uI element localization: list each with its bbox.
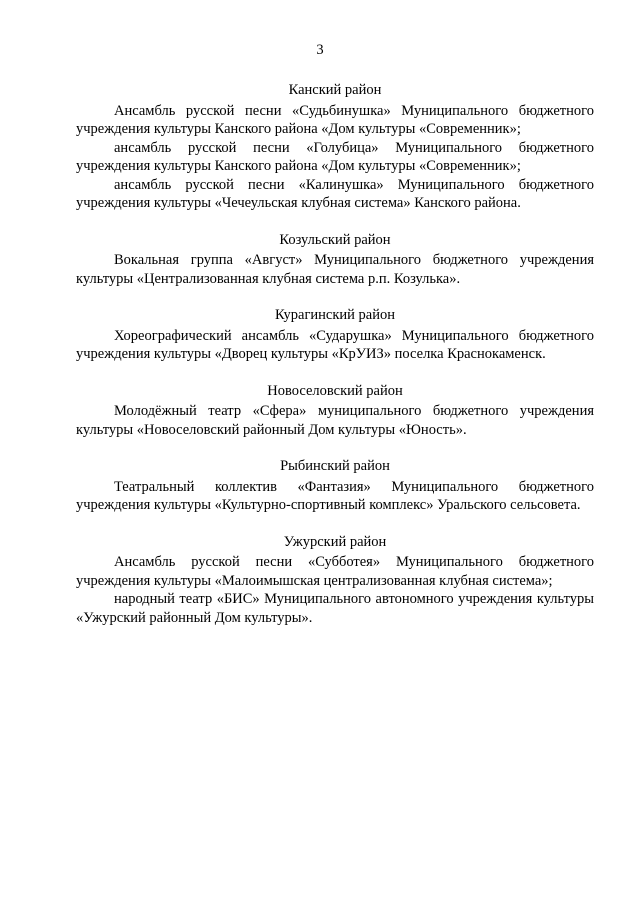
district-section-kuraginsky — [76, 306, 594, 364]
district-title: Новоселовский район — [267, 382, 403, 399]
district-title: Ужурский район — [283, 533, 387, 550]
district-title: Канский район — [288, 82, 382, 98]
ensemble-entry: Хореографический ансамбль «Сударушка» Муниципального бюджетного учреждения культуры «Дворец культуры «КрУИЗ» поселка Краснокаменск. — [76, 327, 594, 362]
ensemble-entry: Вокальная группа «Август» Муниципального бюджетного учреждения культуры «Централизованная клубная система р.п. Козулька». — [76, 252, 594, 287]
district-title: Курагинский район — [274, 307, 396, 323]
district-title: Рыбинский район — [280, 458, 390, 474]
district-section-uzhursky — [76, 533, 594, 628]
ensemble-entry: Ансамбль русской песни «Субботея» Муниципального бюджетного учреждения культуры «Малоимышская централизованная клубная система»; — [76, 554, 594, 589]
district-title: Козульский район — [279, 231, 391, 248]
document-content — [76, 81, 594, 627]
ensemble-entry: народный театр «БИС» Муниципального автономного учреждения культуры «Ужурский районный Дом культуры». — [76, 591, 594, 626]
ensemble-entry: Ансамбль русской песни «Судьбинушка» Муниципального бюджетного учреждения культуры Канского района «Дом культуры «Современник»; — [76, 102, 594, 137]
ensemble-entry: Молодёжный театр «Сфера» муниципального бюджетного учреждения культуры «Новоселовский районный Дом культуры «Юность». — [76, 403, 594, 438]
district-section-kozulsky — [76, 231, 594, 289]
page-number: 3 — [316, 42, 324, 58]
district-section-novoselovsky — [76, 382, 594, 440]
district-section-kansky — [76, 81, 594, 213]
ensemble-entry: ансамбль русской песни «Калинушка» Муниципального бюджетного учреждения культуры «Чечеульская клубная система» Канского района. — [76, 176, 594, 211]
district-section-rybinsky — [76, 457, 594, 515]
ensemble-entry: Театральный коллектив «Фантазия» Муниципального бюджетного учреждения культуры «Культурно-спортивный комплекс» Уральского сельсовета. — [76, 478, 594, 513]
ensemble-entry: ансамбль русской песни «Голубица» Муниципального бюджетного учреждения культуры Канского района «Дом культуры «Современник»; — [76, 139, 594, 174]
